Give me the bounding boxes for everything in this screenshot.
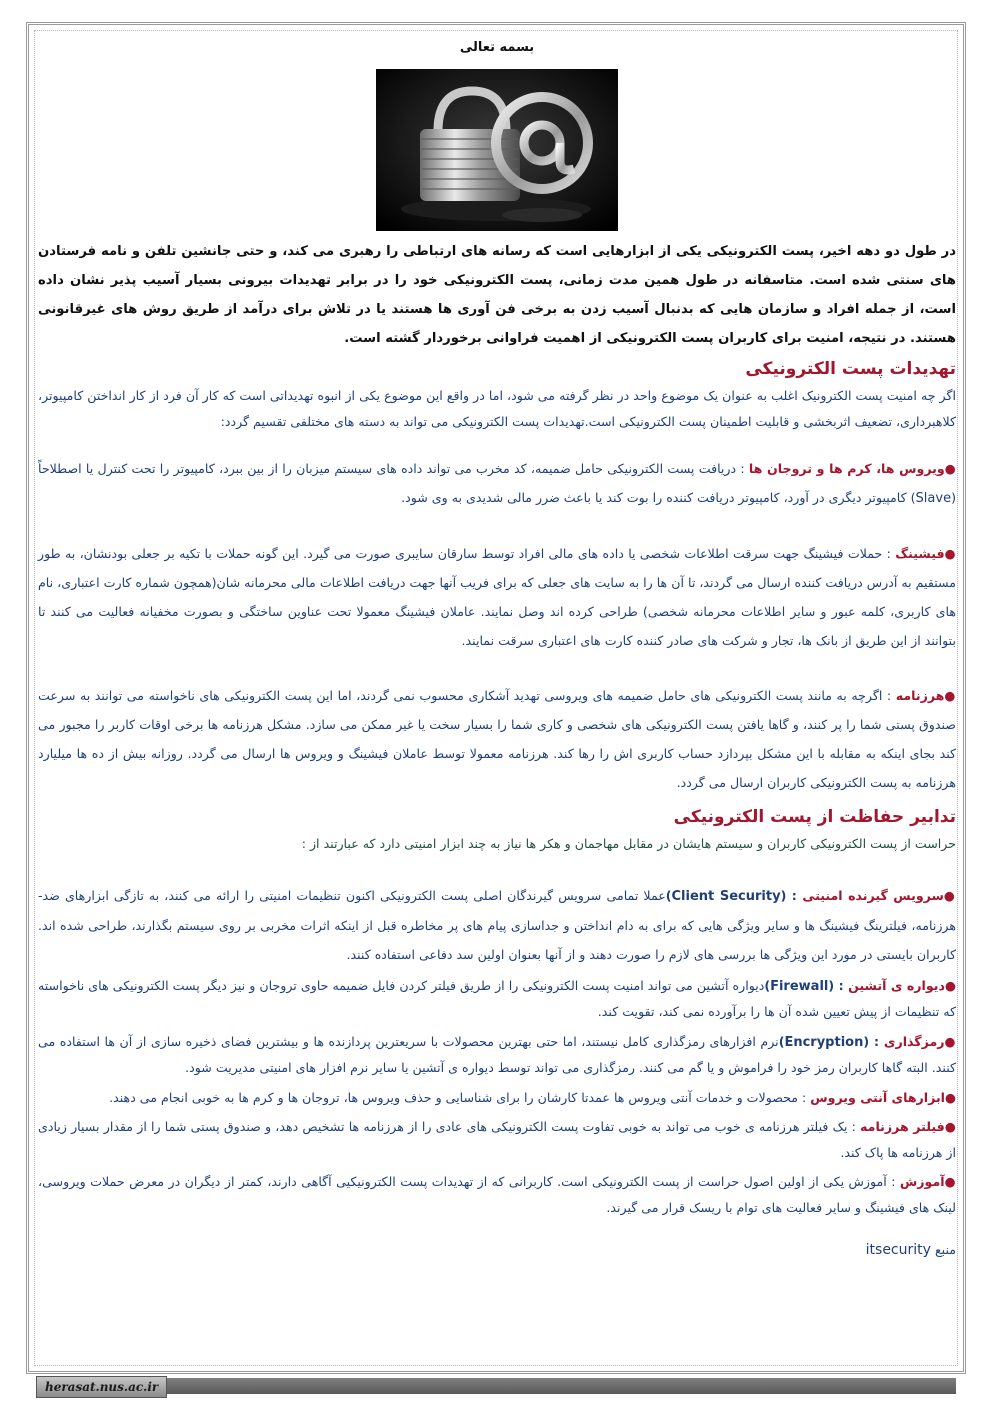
bullet-icon: ● [945,1089,956,1105]
training-label: آموزش [899,1174,945,1189]
firewall-label: دیواره ی آتشین [848,977,945,993]
bullet-icon: ● [944,688,956,703]
threat-spam-item [38,681,956,797]
bullet-icon: ● [944,977,956,993]
protection-spam-filter-item [38,1114,956,1165]
bullet-icon: ● [944,1119,956,1134]
bullet-icon: ● [944,546,956,561]
training-text: : آموزش یکی از اولین اصول حراست از پست الکترونیکی است. کاربرانی که از تهدیدات پست الکترونیکیی آگاهی دارند، کمتر از دیگران در معرض حملات ویروسی، لینک های فیشینگ و سایر فعالیت های توام با ریسک قرار می گیرند. [38,1174,956,1215]
threat-viruses-text-before: : دریافت پست الکترونیکی حامل ضمیمه، کد مخرب می تواند داده های سیستم میزبان را از بین ببرد، کامپیوتر را تحت کنترل یا اصطلاحاً ( [38,461,956,505]
threats-heading: تهدیدات پست الکترونیکی [745,359,956,379]
threat-phishing-label: فیشینگ [895,546,945,561]
client-security-term: Client Security [671,888,781,904]
protection-antivirus-item [38,1085,956,1111]
threat-spam-text: : اگرچه به مانند پست الکترونیکی های حامل ضمیمه های ویروسی تهدید آشکاری محسوب نمی گردند، اما این پست الکترونیکی های ناخواسته می توانند به سرعت صندوق پستی شما را پر کنند، و گاها یافتن پست الکترونیکی های شخصی و کاری شما را بسیار سخت یا غیر ممکن می سازد. مشکل هرزنامه ها برخی اوقات کاربر را مجبور می کند بجای اینکه به مقابله با این مشکل بپردازد حساب کاربری اش را رها کند. هرزنامه معمولا توسط عاملان فیشینگ و ویروس ها ارسال می گردد. روزانه بیش از ده ها میلیارد هرزنامه به پست الکترونیکی کاربران ارسال می گردد. [38,688,956,790]
protection-encryption-item: ●رمزگذاری : (Encryption)نرم افزارهای رمزگذاری کامل نیستند، اما حتی بهترین محصولات با سریعترین پردازنده ها و بیشترین فضای ذخیره سازی از آن ها استفاده می کنند. البته گاها کاربران رمز خود را فراموش و یا گم می کنند. رمزگذاری می تواند توسط دیواره ی آتشین یا سایر نرم افزار های امنیتی مدیریت شود. [38,1033,956,1075]
threat-spam-label: هرزنامه [895,688,945,703]
protection-firewall-item: ●دیواره ی آتشین : (Firewall)دیواره آتشین می تواند امنیت پست الکترونیکی را از طریق فیلتر کردن فایل ضمیمه حاوی تروجان و نیز دیگر پست الکترونیکی های ناخواسته که تنظیمات از پیش تعیین شده آن ها را برآورده نمی کند، تقویت کند. [38,977,956,1019]
threat-phishing-item [38,539,956,655]
footer-bar [36,1378,956,1394]
bullet-icon: ● [943,887,956,903]
threat-viruses-text-after: ) کامپیوتر دیگری در آورد، کامپیوتر دریافت کننده را بوت کند یا باعث ضرر مالی شدیدی به وی شود. [401,490,916,505]
protection-intro-paragraph: حراست از پست الکترونیکی کاربران و سیستم هایشان در مقابل مهاجمان و هکر ها نیاز به چند ابزار امنیتی دارد که عبارتند از : [301,836,956,851]
protection-client-security-item: ●سرویس گیرنده امنیتی : (Client Security)عملا تمامی سرویس گیرندگان اصلی پست الکترونیکی اکنون تنظیمات امنیتی را ارائه می کنند، به تازگی ابزارهای ضد-هرزنامه، فیلترینگ فیشینگ ها و سایر ویژگی هایی که برای به دام انداختن و جداسازی پیام های پر مخاطره قبل از اینکه اثرات مخربی بر روی سیستم بگذارند، طراحی شده اند. کاربران بایستی در مورد این ویژگی ها بررسی های لازم را صورت دهند و از آنها بعنوان اولین سد دفاعی استفاده کنند. [38,887,956,962]
client-security-text: عملا تمامی سرویس گیرندگان اصلی پست الکترونیکی اکنون تنظیمات امنیتی را ارائه می کنند، به تازگی ابزارهای ضد-هرزنامه، فیلترینگ فیشینگ ها و سایر ویژگی هایی که برای به دام انداختن و جداسازی پیام های پر مخاطره قبل از اینکه اثرات مخربی بر روی سیستم بگذارند، طراحی شده اند. کاربران بایستی در مورد این ویژگی ها بررسی های لازم را صورت دهند و از آنها بعنوان اولین سد دفاعی استفاده کنند. [38,887,956,962]
client-security-label: سرویس گیرنده امنیتی [802,887,944,903]
encryption-text: نرم افزارهای رمزگذاری کامل نیستند، اما حتی بهترین محصولات با سریعترین پردازنده ها و بیشترین فضای ذخیره سازی از آن ها استفاده می کنند. البته گاها کاربران رمز خود را فراموش و یا گم می کنند. رمزگذاری می تواند توسط دیواره ی آتشین یا سایر نرم افزار های امنیتی مدیریت شود. [38,1033,956,1075]
page-title: بسمه تعالی [459,40,535,55]
bullet-icon: ● [944,1174,956,1189]
threat-viruses-label: ویروس ها، کرم ها و تروجان ها [748,461,945,476]
firewall-term: Firewall [770,978,829,994]
protection-training-item [38,1169,956,1220]
slave-term: Slave [915,491,952,506]
intro-paragraph: در طول دو دهه اخیر، پست الکترونیکی یکی از ابزارهایی است که رسانه های ارتباطی را رهبری می کند، و حتی جانشین تلفن و نامه فرستادن های سنتی شده است. متاسفانه در طول همین مدت زمانی، پست الکترونیکی خود را در برابر تهدیدات بیرونی بسیار آسیب پذیر نشان داده است، از جمله افراد و سازمان هایی که بدنبال آسیب زدن به برخی فن آوری ها هستند یا در تلاش برای درآمد از طریق روش های غیرقانونی هستند. در نتیجه، امنیت برای کاربران پست الکترونیکی از اهمیت فراوانی برخوردار گشته است. [38,244,956,346]
bullet-icon: ● [944,461,956,476]
bullet-icon: ● [944,1033,956,1049]
threat-viruses-item [38,454,956,513]
antivirus-label: ابزارهای آنتی ویروس [810,1089,945,1105]
encryption-term: Encryption [784,1034,864,1050]
spam-filter-label: فیلتر هرزنامه [860,1119,945,1134]
document-page [38,36,956,1258]
spam-filter-text: : یک فیلتر هرزنامه ی خوب می تواند به خوبی تفاوت پست الکترونیکی های عادی را از هرزنامه ها تشخیص دهد، و صندوق پستی شما را از مقدار بسیار زیادی از هرزنامه ها پاک کند. [38,1119,956,1160]
threats-intro-paragraph: اگر چه امنیت پست الکترونیک اغلب به عنوان یک موضوع واحد در نظر گرفته می شود، اما در واقع این موضوع یکی از انبوه تهدیداتی است که کار آن فرد از کار انداختن کامپیوتر، کلاهبرداری، تضعیف اثربخشی و قابلیت اطمینان پست الکترونیکی است.تهدیدات پست الکترونیکی می تواند به دسته های مختلفی تقسیم گردد: [38,388,956,429]
threat-phishing-text: : حملات فیشینگ جهت سرقت اطلاعات شخصی یا داده های مالی افراد توسط سارقان سایبری صورت می گیرد. این گونه حملات با تکیه بر جعلی بودنشان، به طور مستقیم به آدرس دریافت کننده ارسال می گردند، تا آن ها را به سایت های جعلی که برای فریب آنها جهت دریافت اطلاعات مالی محرمانه شان(همچون شماره کارت اعتباری، نام های کاربری، کلمه عبور و سایر اطلاعات محرمانه شخصی) طراحی کرده اند وصل نمایند. عاملان فیشینگ معمولا تحت عناوین ساختگی و بصورت مخفیانه فعالیت می کنند تا بتوانند از این طریق از بانک ها، تجار و شرکت های صادر کننده کارت های اعتباری سرقت نمایند. [38,546,956,648]
footer-url-link[interactable]: herasat.nus.ac.ir [36,1376,167,1398]
source-name: itsecurity [865,1242,931,1258]
encryption-label: رمزگذاری [883,1033,945,1049]
firewall-text: دیواره آتشین می تواند امنیت پست الکترونیکی را از طریق فیلتر کردن فایل ضمیمه حاوی تروجان و نیز دیگر پست الکترونیکی های ناخواسته که تنظیمات از پیش تعیین شده آن ها را برآورده نمی کند، تقویت کند. [38,977,956,1019]
source-label: منبع [934,1242,956,1257]
padlock-at-sign-image [376,69,618,231]
source-line [38,1242,956,1258]
antivirus-text: : محصولات و خدمات آنتی ویروس ها عمدتا کارشان را برای شناسایی و حذف ویروس ها، تروجان ها و کرم ها به خوبی انجام می دهند. [109,1089,811,1105]
protection-heading: تدابیر حفاظت از پست الکترونیکی [673,807,956,827]
